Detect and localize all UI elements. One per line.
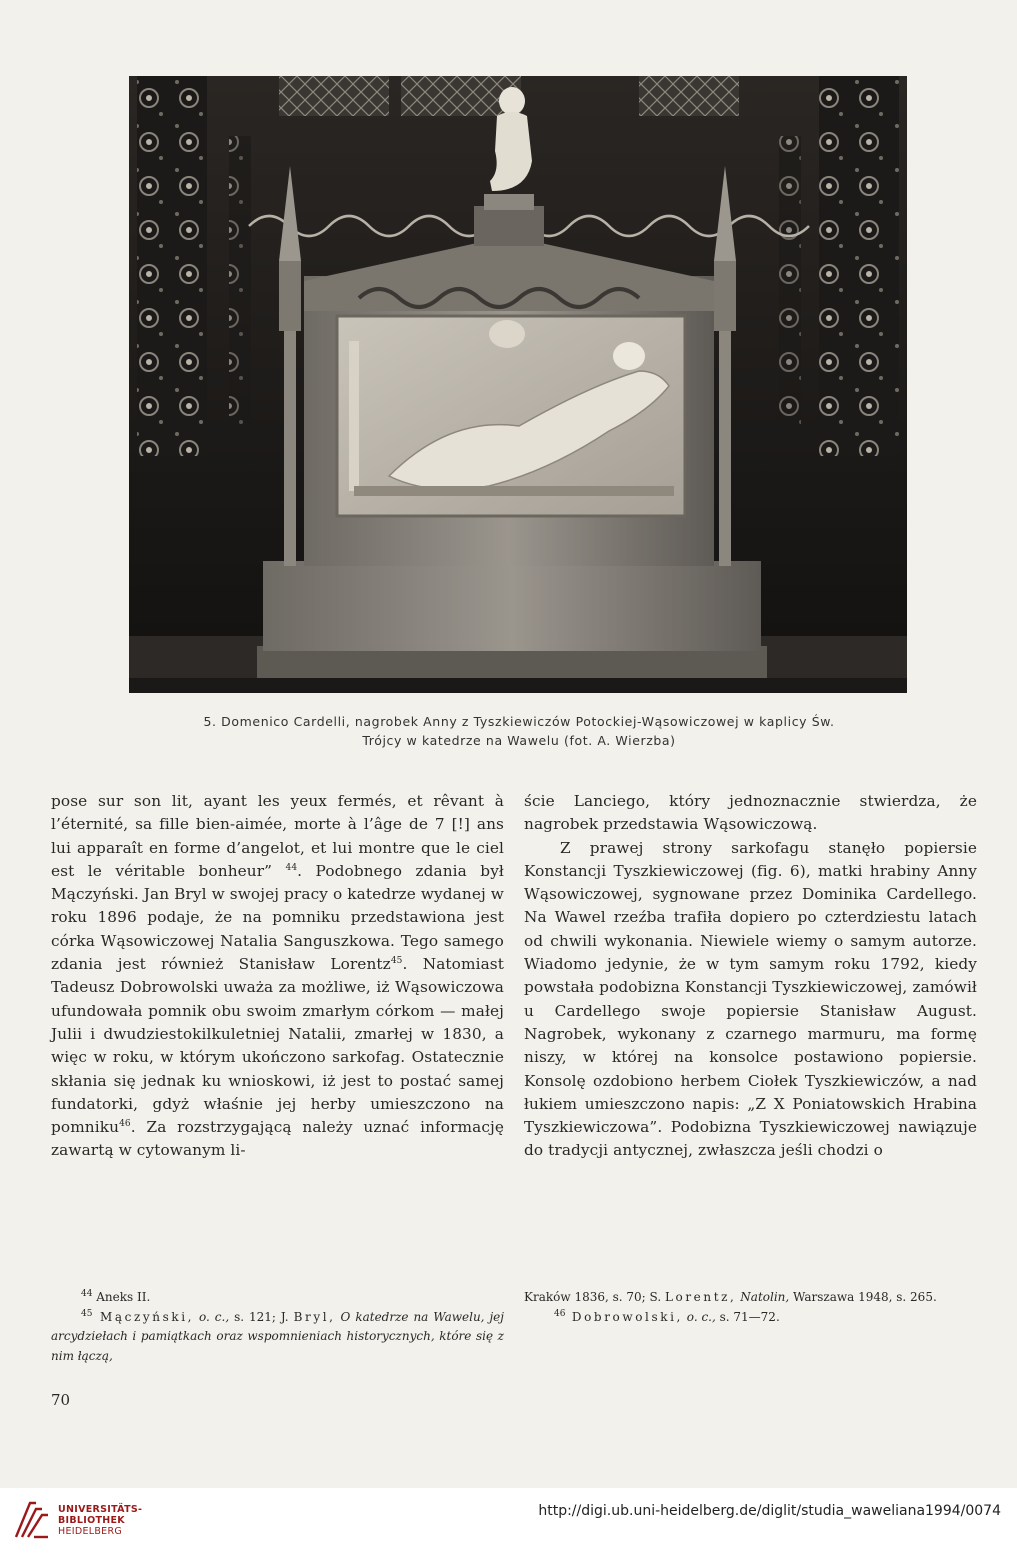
figure-caption: [100, 712, 938, 750]
footnote-45: [51, 1308, 504, 1367]
text-run: . Za rozstrzygającą należy uznać informację zawartą w cytowanym li-: [51, 1118, 504, 1160]
footnote-45-continued: [524, 1288, 977, 1308]
footnote-text: Kraków 1836, s. 70; S.: [524, 1290, 665, 1304]
library-name: [58, 1504, 142, 1537]
footnote-text: s. 71—72.: [715, 1309, 780, 1324]
footnotes-right: [524, 1288, 977, 1327]
footnote-46: [524, 1308, 977, 1328]
figure-photo: [129, 76, 907, 693]
footnotes-left: [51, 1288, 504, 1366]
footnote-44: [51, 1288, 504, 1308]
footnote-ref-45: 45: [390, 955, 403, 966]
footnote-ref-46: 46: [119, 1119, 131, 1130]
text-run: . Podobnego zdania był Mączyński. Jan Bryl w swojej pracy o katedrze wydanej w roku 1896 podaje, że na pomniku przedstawiona jest córka Wąsowiczowej Natalia Sanguszkowa. Tego samego zdania jest również Stanisław Lorentz: [51, 861, 504, 974]
footnote-text: s. 121; J.: [229, 1309, 294, 1324]
paragraph: Z prawej strony sarkofagu stanęło popiersie Konstancji Tyszkiewiczowej (fig. 6), matki hrabiny Anny Wąsowiczowej, sygnowane przez Dominika Cardellego. Na Wawel rzeźba trafiła dopiero po czterdziestu latach od chwili wykonania. Niewiele wiemy o samym autorze. Wiadomo jedynie, że w tym samym roku 1792, kiedy powstała podobizna Konstancji Tyszkiewiczowej, zamówił u Cardellego swoje popiersie Stanisław August. Nagrobek, wykonany z czarnego marmuru, ma formę niszy, w której na konsolce postawiono popiersie. Konsolę ozdobiono herbem Ciołek Tyszkiewiczów, a nad łukiem umieszczono napis: „Z X Poniatowskich Hrabina Tyszkiewiczowa”. Podobizna Tyszkiewiczowej nawiązuje do tradycji antycznej, zwłaszcza jeśli chodzi o: [524, 838, 977, 1160]
library-logo-icon: [10, 1497, 52, 1543]
footnote-text: o. c.,: [682, 1309, 716, 1324]
footnote-text: o. c.,: [194, 1309, 230, 1324]
author-name: Bryl,: [293, 1309, 336, 1324]
caption-line-1: 5. Domenico Cardelli, nagrobek Anny z Tyszkiewiczów Potockiej-Wąsowiczowej w kaplicy Św.: [203, 714, 835, 729]
library-name-line: UNIVERSITÄTS-: [58, 1504, 143, 1515]
source-url-link[interactable]: http://digi.ub.uni-heidelberg.de/diglit/studia_waweliana1994/0074: [538, 1503, 1001, 1519]
body-column-right: [524, 790, 977, 1163]
text-run: pose sur son lit, ayant les yeux fermés, et rêvant à l’éternité, sa fille bien-aimée, morte à l’âge de 7 [!] ans lui apparaît en forme d’angelot, et lui montre que le ciel est le véritable bonheur”: [51, 792, 504, 880]
body-column-left: [51, 790, 504, 1163]
library-name-line: HEIDELBERG: [58, 1526, 123, 1537]
monument-photo-illustration: [129, 76, 907, 693]
footnote-ref-44: 44: [285, 862, 298, 873]
library-name-line: BIBLIOTHEK: [58, 1515, 125, 1526]
footnote-text: Aneks II.: [92, 1290, 151, 1304]
footnote-number: 46: [554, 1308, 566, 1319]
paragraph: ście Lanciego, który jednoznacznie stwierdza, że nagrobek przedstawia Wąsowiczową.: [524, 792, 977, 834]
footnote-number: 44: [81, 1289, 93, 1299]
footer-bar: [0, 1488, 1017, 1560]
footnote-text: Warszawa 1948, s. 265.: [789, 1290, 937, 1304]
work-title: O katedrze na Wawelu, jej arcydziełach i pamiątkach oraz wspomnieniach historycznych, które się z nim łączą,: [51, 1309, 504, 1363]
text-run: . Natomiast Tadeusz Dobrowolski uważa za możliwe, iż Wąsowiczowa ufundowała pomnik obu swoim zmarłym córkom — małej Julii i dwudziestokilkuletniej Natalii, zmarłej w 1830, a więc w roku, w którym ukończono sarkofag. Ostatecznie skłania się jednak ku wnioskowi, iż jest to postać samej fundatorki, gdyż właśnie jej herby umieszczono na pomniku: [51, 955, 505, 1137]
author-name: Lorentz,: [664, 1290, 737, 1304]
author-name: Mączyński,: [92, 1309, 195, 1324]
footnote-number: 45: [81, 1308, 93, 1319]
caption-line-2: Trójcy w katedrze na Wawelu (fot. A. Wierzba): [362, 733, 676, 748]
paragraph: [51, 790, 504, 1163]
page-number: 70: [51, 1391, 71, 1409]
author-name: Dobrowolski,: [565, 1309, 683, 1324]
work-title: Natolin,: [736, 1290, 790, 1304]
